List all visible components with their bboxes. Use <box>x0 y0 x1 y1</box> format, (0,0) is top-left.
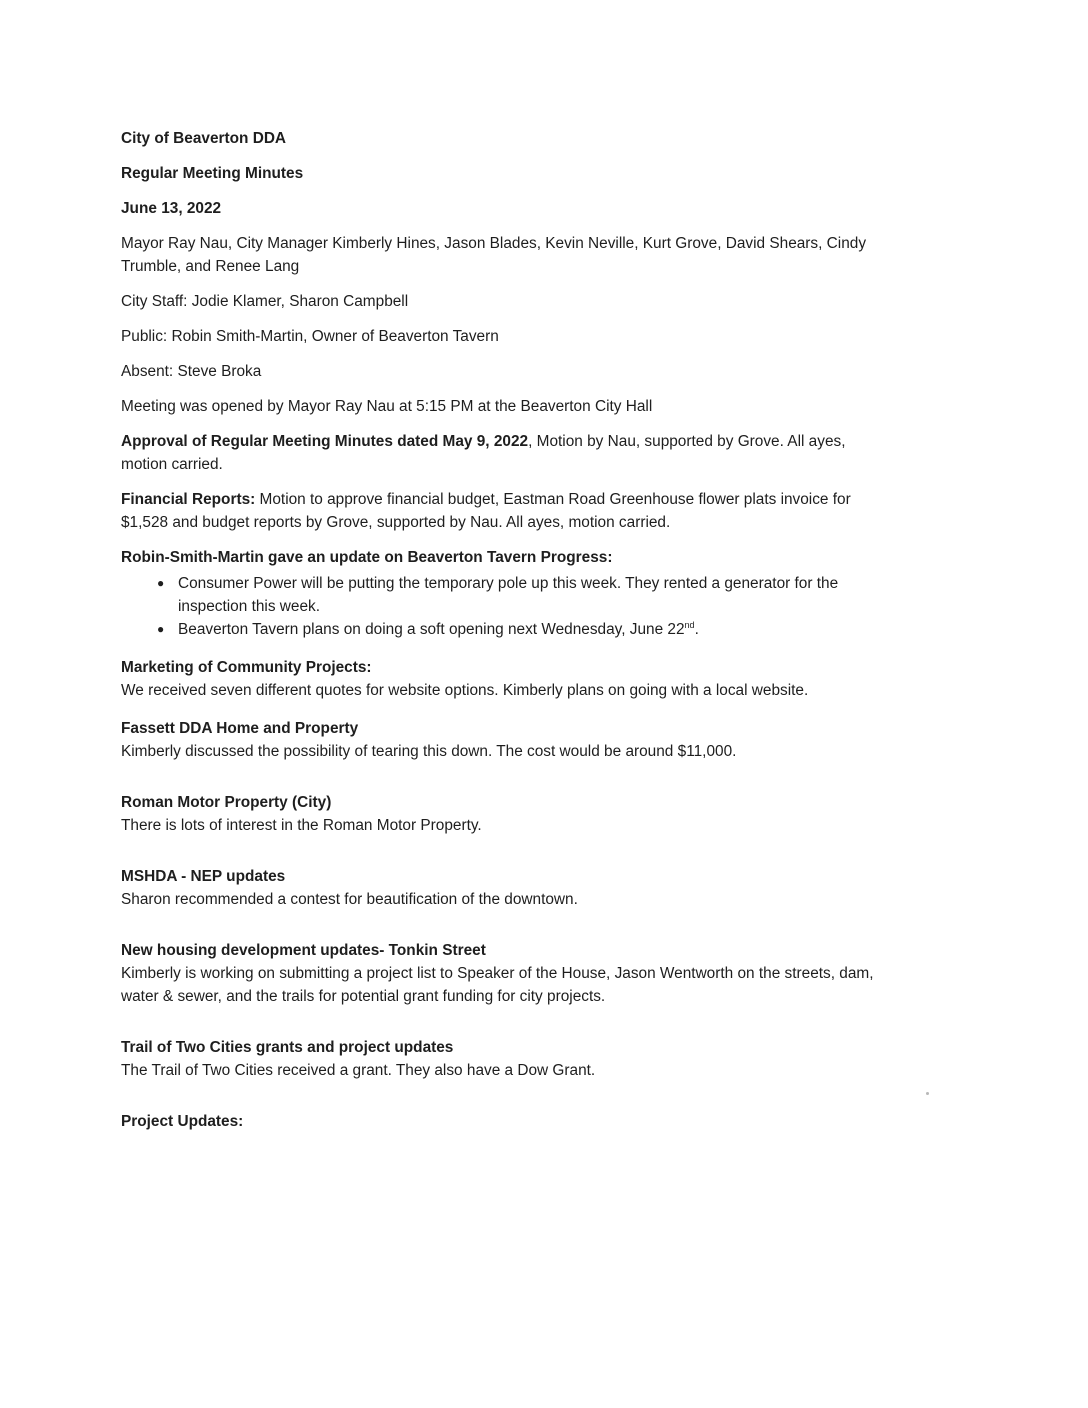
section-heading: Trail of Two Cities grants and project updates <box>121 1039 454 1056</box>
bullet-icon: ● <box>157 622 165 636</box>
meeting-type: Regular Meeting Minutes <box>121 165 304 182</box>
section-text: Kimberly discussed the possibility of tearing this down. The cost would be around $11,000. <box>121 743 737 760</box>
project-updates-heading: Project Updates: <box>121 1113 244 1130</box>
approval-heading: Approval of Regular Meeting Minutes dated May 9, 2022 <box>121 433 529 450</box>
section-marketing <box>121 656 881 702</box>
scan-speck <box>926 1092 929 1095</box>
list-item <box>157 618 881 641</box>
section-text: Kimberly is working on submitting a project list to Speaker of the House, Jason Wentworth on the streets, dam, water & sewer, and the trails for potential grant funding for city projects. <box>121 965 874 1005</box>
section-heading: Roman Motor Property (City) <box>121 794 332 811</box>
section-trail <box>121 1036 881 1082</box>
list-item-text: Beaverton Tavern plans on doing a soft opening next Wednesday, June 22 <box>178 621 685 638</box>
tavern-heading: Robin-Smith-Martin gave an update on Beaverton Tavern Progress: <box>121 549 613 566</box>
section-heading: Fassett DDA Home and Property <box>121 720 359 737</box>
section-mshda <box>121 865 881 911</box>
attendees-absent: Absent: Steve Broka <box>121 363 262 380</box>
list-item <box>157 572 881 618</box>
attendees-present: Mayor Ray Nau, City Manager Kimberly Hines, Jason Blades, Kevin Neville, Kurt Grove, David Shears, Cindy Trumble, and Renee Lang <box>121 235 867 275</box>
attendees-public: Public: Robin Smith-Martin, Owner of Beaverton Tavern <box>121 328 499 345</box>
bullet-icon: ● <box>157 576 165 590</box>
section-text: We received seven different quotes for website options. Kimberly plans on going with a local website. <box>121 682 809 699</box>
approval-paragraph <box>121 430 881 476</box>
section-fassett <box>121 717 881 763</box>
section-heading: MSHDA - NEP updates <box>121 868 286 885</box>
approval-text: , Motion by Nau, supported by Grove. All ayes, motion carried. <box>121 433 846 473</box>
section-text: Sharon recommended a contest for beautification of the downtown. <box>121 891 578 908</box>
org-title: City of Beaverton DDA <box>121 130 287 147</box>
ordinal-suffix: nd <box>684 619 695 630</box>
opening-statement: Meeting was opened by Mayor Ray Nau at 5:15 PM at the Beaverton City Hall <box>121 398 653 415</box>
section-housing <box>121 939 881 1008</box>
meeting-date: June 13, 2022 <box>121 200 222 217</box>
financial-text: Motion to approve financial budget, Eastman Road Greenhouse flower plats invoice for $1,528 and budget reports by Grove, supported by Nau. All ayes, motion carried. <box>121 491 851 531</box>
tavern-list <box>121 572 881 641</box>
attendees-staff: City Staff: Jodie Klamer, Sharon Campbell <box>121 293 409 310</box>
section-text: There is lots of interest in the Roman Motor Property. <box>121 817 482 834</box>
financial-paragraph <box>121 488 881 534</box>
list-item-end: . <box>694 621 699 638</box>
financial-heading: Financial Reports: <box>121 491 256 508</box>
minutes-body <box>121 127 881 1133</box>
section-heading: New housing development updates- Tonkin Street <box>121 942 486 959</box>
section-text: The Trail of Two Cities received a grant. They also have a Dow Grant. <box>121 1062 596 1079</box>
list-item-text: Consumer Power will be putting the temporary pole up this week. They rented a generator for the inspection this week. <box>178 575 839 615</box>
section-heading: Marketing of Community Projects: <box>121 659 372 676</box>
section-roman-motor <box>121 791 881 837</box>
